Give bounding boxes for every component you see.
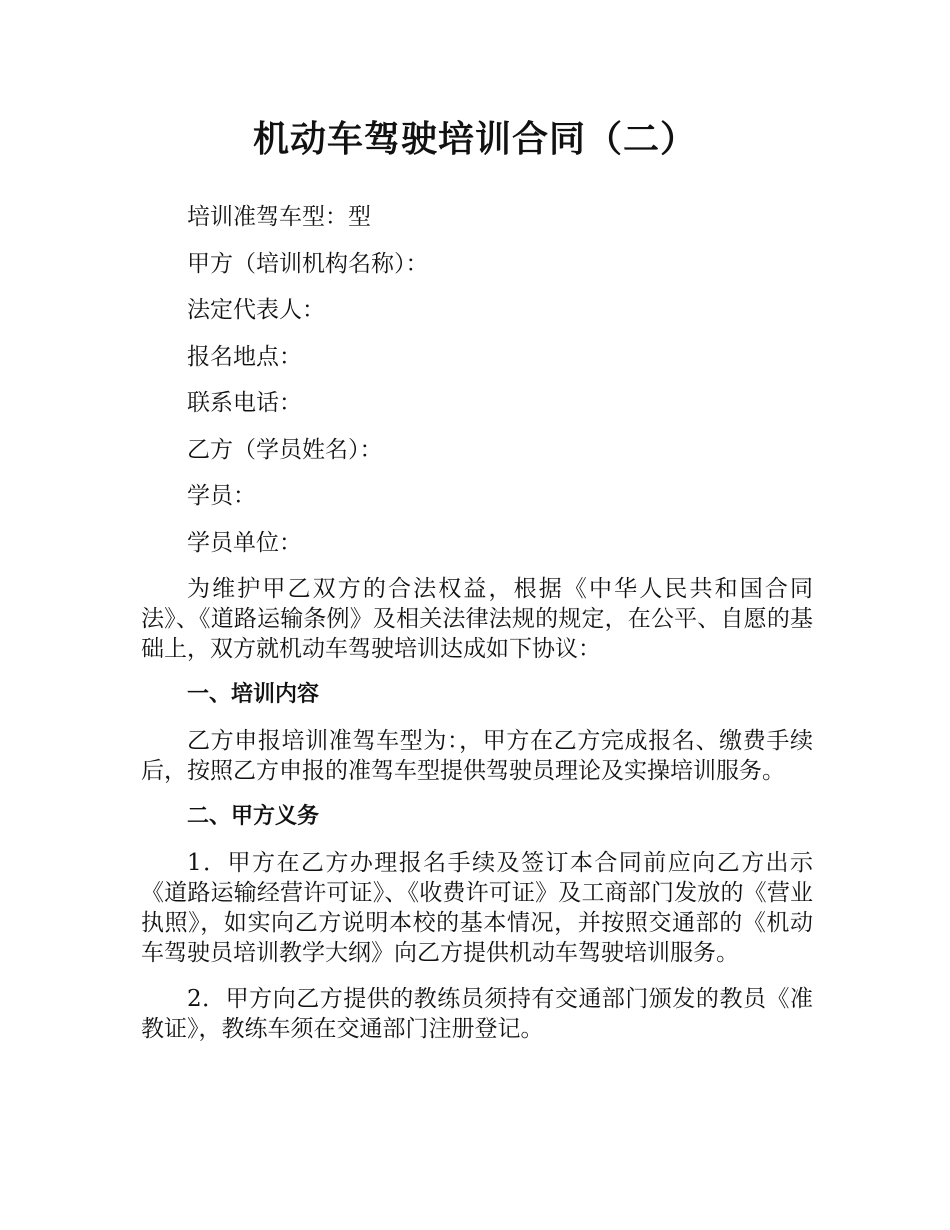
field-license-type: 培训准驾车型：型 (187, 204, 371, 230)
contract-body (141, 202, 813, 1060)
field-party-a-name: 甲方（培训机构名称）： (187, 250, 429, 277)
field-legal-representative: 法定代表人： (187, 297, 325, 323)
field-registration-location: 报名地点： (187, 343, 302, 370)
field-trainee: 学员： (187, 483, 256, 509)
section-heading-training-content: 一、培训内容 (187, 682, 320, 707)
intro-paragraph: 为维护甲乙双方的合法权益，根据《中华人民共和国合同法》、《道路运输条例》及相关法律法规的规定，在公平、自愿的基础上，双方就机动车驾驶培训达成如下协议： (141, 576, 813, 662)
field-contact-phone: 联系电话： (187, 390, 302, 416)
training-content-paragraph: 乙方申报培训准驾车型为：，甲方在乙方完成报名、缴费手续后，按照乙方申报的准驾车型提供驾驶员理论及实操培训服务。 (141, 728, 813, 784)
section-heading-party-a-obligations: 二、甲方义务 (187, 804, 320, 829)
field-party-b-name: 乙方（学员姓名）： (187, 436, 383, 463)
contract-title: 机动车驾驶培训合同（二） (252, 119, 697, 160)
field-trainee-employer: 学员单位： (187, 529, 302, 556)
obligation-item-2: 2．甲方向乙方提供的教练员须持有交通部门颁发的教员《准教证》，教练车须在交通部门注册登记。 (141, 986, 813, 1042)
obligation-item-1: 1．甲方在乙方办理报名手续及签订本合同前应向乙方出示《道路运输经营许可证》、《收费许可证》及工商部门发放的《营业执照》，如实向乙方说明本校的基本情况，并按照交通部的《机动车驾驶员培训教学大纲》向乙方提供机动车驾驶培训服务。 (141, 850, 813, 966)
